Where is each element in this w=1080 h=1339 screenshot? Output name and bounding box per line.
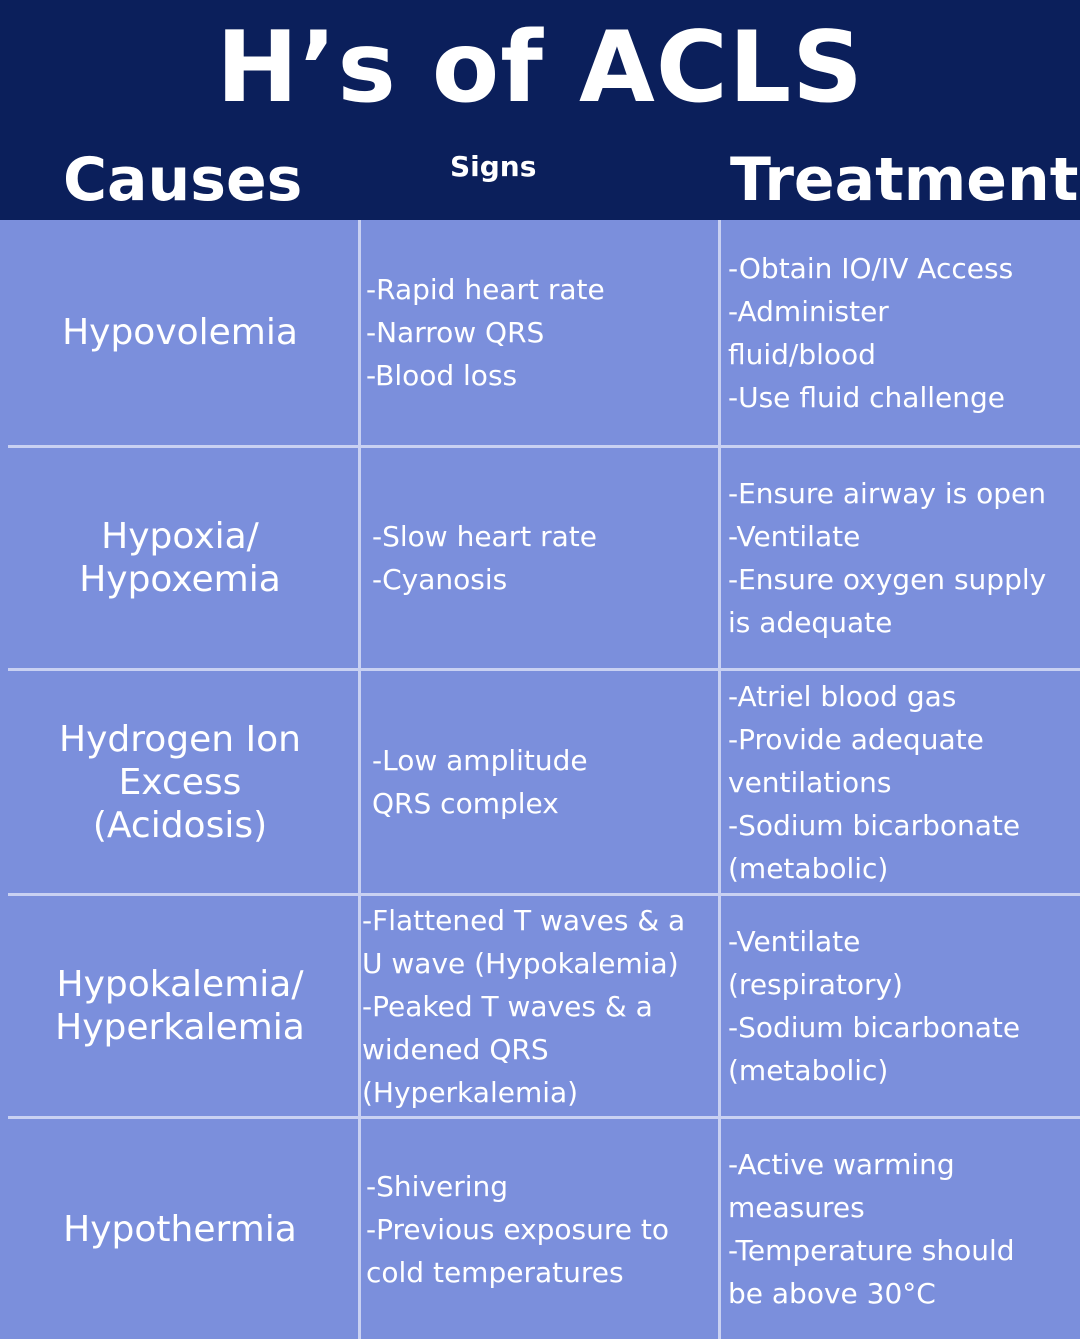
cause-text: Hypoxemia <box>79 559 281 600</box>
cause-cell <box>10 448 350 668</box>
cause-cell <box>10 1119 350 1339</box>
signs-cell <box>366 1119 716 1339</box>
treatment-cell <box>728 448 1080 668</box>
table-row <box>0 1119 1080 1339</box>
column-header-treatment: Treatment <box>730 145 1079 215</box>
sign-text: -Blood loss <box>366 359 518 392</box>
signs-cell <box>372 448 722 668</box>
treatment-text: -Sodium bicarbonate <box>728 808 1021 842</box>
cause-text: Hyperkalemia <box>55 1007 305 1048</box>
treatment-text: -Ensure airway is open <box>728 477 1047 510</box>
treatment-text: (metabolic) <box>728 851 889 885</box>
acls-table <box>0 220 1080 1339</box>
treatment-text: -Obtain IO/IV Access <box>728 251 1014 285</box>
page-title: H’s of ACLS <box>216 11 864 125</box>
signs-cell <box>372 671 722 893</box>
treatment-text: -Atriel blood gas <box>728 679 957 713</box>
sign-text: -Narrow QRS <box>366 316 545 349</box>
cause-text: Excess <box>118 761 242 803</box>
sign-text: -Cyanosis <box>372 563 508 596</box>
treatment-text: -Ventilate <box>728 925 861 958</box>
treatment-text: -Active warming <box>728 1148 955 1181</box>
sign-text: -Flattened T waves & a <box>362 903 686 937</box>
cause-text: Hypothermia <box>63 1208 297 1250</box>
treatment-text: -Temperature should <box>728 1234 1015 1267</box>
treatment-text: -Use fluid challenge <box>728 380 1005 414</box>
cause-cell <box>10 671 350 893</box>
treatment-text: be above 30°C <box>728 1277 936 1310</box>
cause-text: Hypoxia/ <box>101 516 259 557</box>
treatment-text: measures <box>728 1191 865 1224</box>
signs-cell <box>362 896 712 1116</box>
treatment-text: -Administer <box>728 294 889 328</box>
header-banner <box>0 0 1080 220</box>
cause-text: Hydrogen Ion <box>59 718 301 760</box>
cause-text: Hypovolemia <box>62 312 298 353</box>
treatment-text: is adequate <box>728 606 893 639</box>
treatment-cell <box>728 896 1080 1116</box>
sign-text: (Hyperkalemia) <box>362 1075 579 1109</box>
table-row <box>0 896 1080 1116</box>
sign-text: widened QRS <box>362 1032 549 1066</box>
sign-text: -Peaked T waves & a <box>362 989 653 1023</box>
treatment-text: -Sodium bicarbonate <box>728 1011 1021 1044</box>
table-row <box>0 671 1080 893</box>
table-row <box>0 448 1080 668</box>
sign-text: -Slow heart rate <box>372 520 597 553</box>
cause-cell <box>10 896 350 1116</box>
treatment-text: -Ventilate <box>728 520 861 553</box>
treatment-text: -Provide adequate <box>728 722 984 756</box>
signs-cell <box>366 220 716 445</box>
sign-text: -Rapid heart rate <box>366 273 605 306</box>
sign-text: cold temperatures <box>366 1255 624 1289</box>
sign-text: -Previous exposure to <box>366 1212 670 1246</box>
column-header-causes: Causes <box>63 145 303 215</box>
treatment-text: ventilations <box>728 765 892 799</box>
treatment-cell <box>728 671 1080 893</box>
column-header-signs: Signs <box>450 150 537 183</box>
sign-text: -Low amplitude <box>372 744 588 777</box>
treatment-cell <box>728 220 1080 445</box>
table-row <box>0 220 1080 445</box>
cause-cell <box>10 220 350 445</box>
treatment-text: (metabolic) <box>728 1054 889 1087</box>
cause-text: Hypokalemia/ <box>56 964 304 1005</box>
treatment-text: -Ensure oxygen supply <box>728 563 1047 596</box>
sign-text: -Shivering <box>366 1169 509 1203</box>
treatment-cell <box>728 1119 1080 1339</box>
treatment-text: fluid/blood <box>728 337 876 371</box>
cause-text: (Acidosis) <box>92 804 268 846</box>
sign-text: U wave (Hypokalemia) <box>362 946 679 980</box>
treatment-text: (respiratory) <box>728 968 903 1001</box>
sign-text: QRS complex <box>372 787 559 820</box>
